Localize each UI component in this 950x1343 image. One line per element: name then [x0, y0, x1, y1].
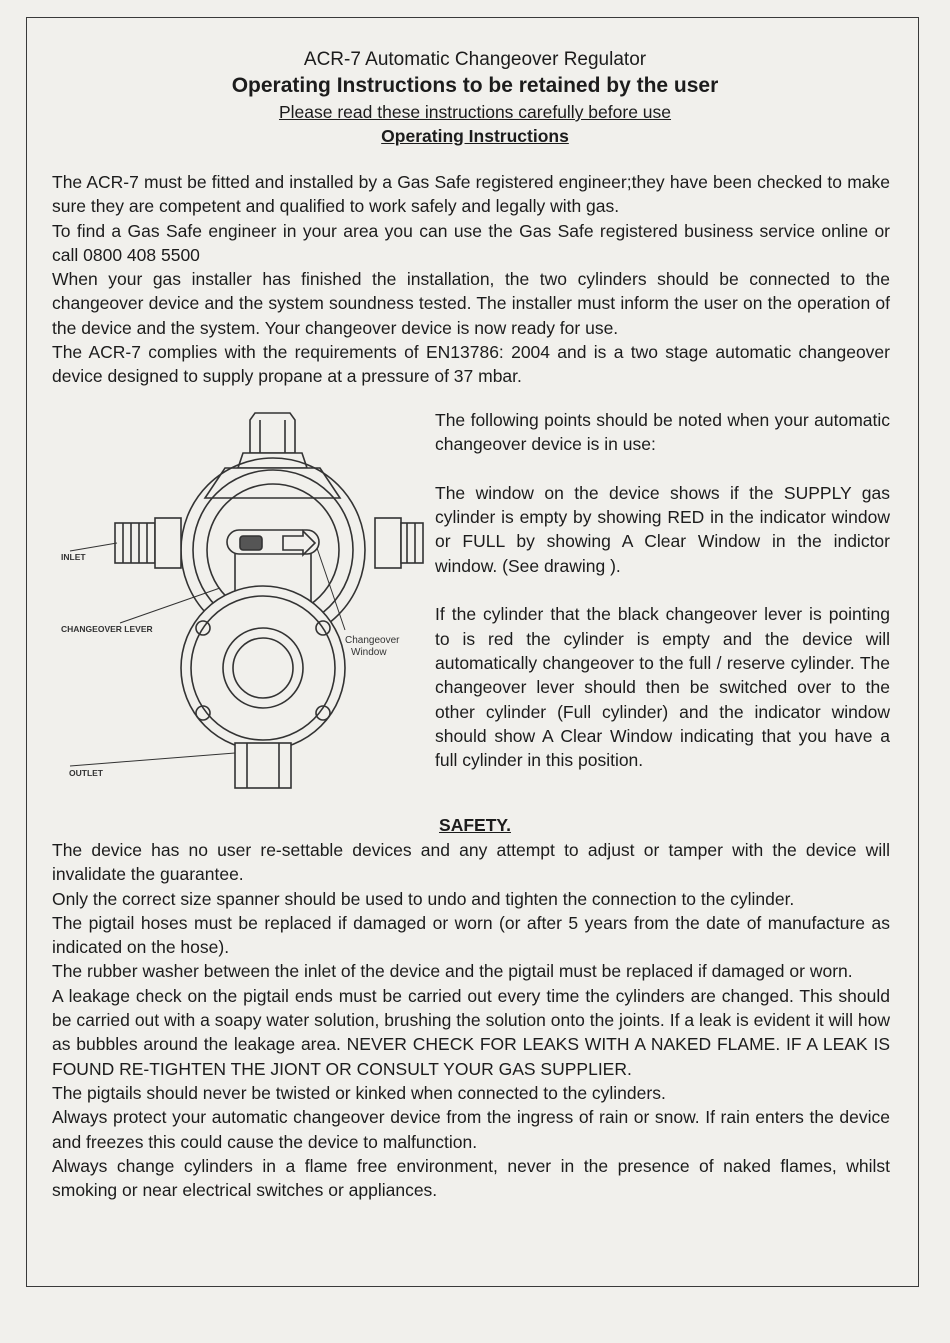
main-title: Operating Instructions to be retained by the user	[231, 74, 719, 97]
safety-paragraph: Only the correct size spanner should be used to undo and tighten the connection to the cylinder.	[52, 888, 795, 909]
intro-paragraph: The ACR-7 complies with the requirements of EN13786: 2004 and is a two stage automatic changeover device designed to supply propane at a pressure of 37 mbar.	[52, 342, 890, 387]
safety-paragraph: The rubber washer between the inlet of the device and the pigtail must be replaced if damaged or worn.	[52, 961, 853, 982]
intro-paragraph: When your gas installer has finished the installation, the two cylinders should be connected to the changeover device and the system soundness tested. The installer must inform the user on the operation of the device and the system. Your changeover device is now ready for use.	[52, 269, 890, 338]
label-window-line2: Window	[351, 647, 387, 658]
safety-paragraph: The pigtails should never be twisted or kinked when connected to the cylinders.	[52, 1082, 666, 1103]
section-title: Operating Instructions	[381, 126, 569, 146]
safety-paragraph: Always change cylinders in a flame free environment, never in the presence of naked flames, whilst smoking or near electrical switches or appliances.	[52, 1155, 890, 1201]
safety-paragraph: Always protect your automatic changeover device from the ingress of rain or snow. If rain enters the device and freezes this could cause the device to malfunction.	[52, 1107, 890, 1152]
intro-section	[52, 170, 890, 389]
model-title: ACR-7 Automatic Changeover Regulator	[303, 49, 647, 70]
usage-notes	[435, 408, 890, 797]
document-header	[0, 48, 950, 148]
intro-paragraph: To find a Gas Safe engineer in your area you can use the Gas Safe registered business service online or call 0800 408 5500	[52, 220, 890, 265]
usage-paragraph: The window on the device shows if the SUPPLY gas cylinder is empty by showing RED in the indicator window or FULL by showing A Clear Window in the indictor window. (See drawing ).	[435, 482, 890, 576]
read-notice: Please read these instructions carefully before use	[278, 102, 672, 122]
label-changeover-lever: CHANGEOVER LEVER	[61, 624, 153, 634]
safety-section	[52, 838, 890, 1202]
regulator-drawing	[55, 408, 430, 808]
safety-paragraph: The pigtail hoses must be replaced if damaged or worn (or after 5 years from the date of manufacture as indicated on the hose).	[52, 912, 890, 958]
label-outlet: OUTLET	[69, 768, 103, 778]
usage-paragraph: The following points should be noted when your automatic changeover device is in use:	[435, 410, 890, 455]
safety-paragraph: A leakage check on the pigtail ends must be carried out every time the cylinders are changed. This should be carried out with a soapy water solution, brushing the solution onto the joints. If a leak is evident it will how as bubbles around the leakage area. NEVER CHECK FOR LEAKS WITH A NAKED FLAME. IF A LEAK IS FOUND RE-TIGHTEN THE JIONT OR CONSULT YOUR GAS SUPPLIER.	[52, 985, 890, 1079]
usage-paragraph: If the cylinder that the black changeover lever is pointing to is red the cylinder is empty and the device will automatically changeover to the full / reserve cylinder. The changeover lever should then be switched over to the other cylinder (Full cylinder) and the indicator window should show A Clear Window indicating that you have a full cylinder in this position.	[435, 604, 890, 771]
intro-paragraph: The ACR-7 must be fitted and installed by a Gas Safe registered engineer;they have been checked to make sure they are competent and qualified to work safely and legally with gas.	[52, 172, 890, 217]
regulator-diagram	[55, 408, 430, 808]
label-inlet: INLET	[61, 552, 86, 562]
safety-title: SAFETY.	[439, 815, 511, 835]
safety-paragraph: The device has no user re-settable devices and any attempt to adjust or tamper with the device will invalidate the guarantee.	[52, 840, 890, 885]
label-window-line1: Changeover	[345, 635, 400, 646]
